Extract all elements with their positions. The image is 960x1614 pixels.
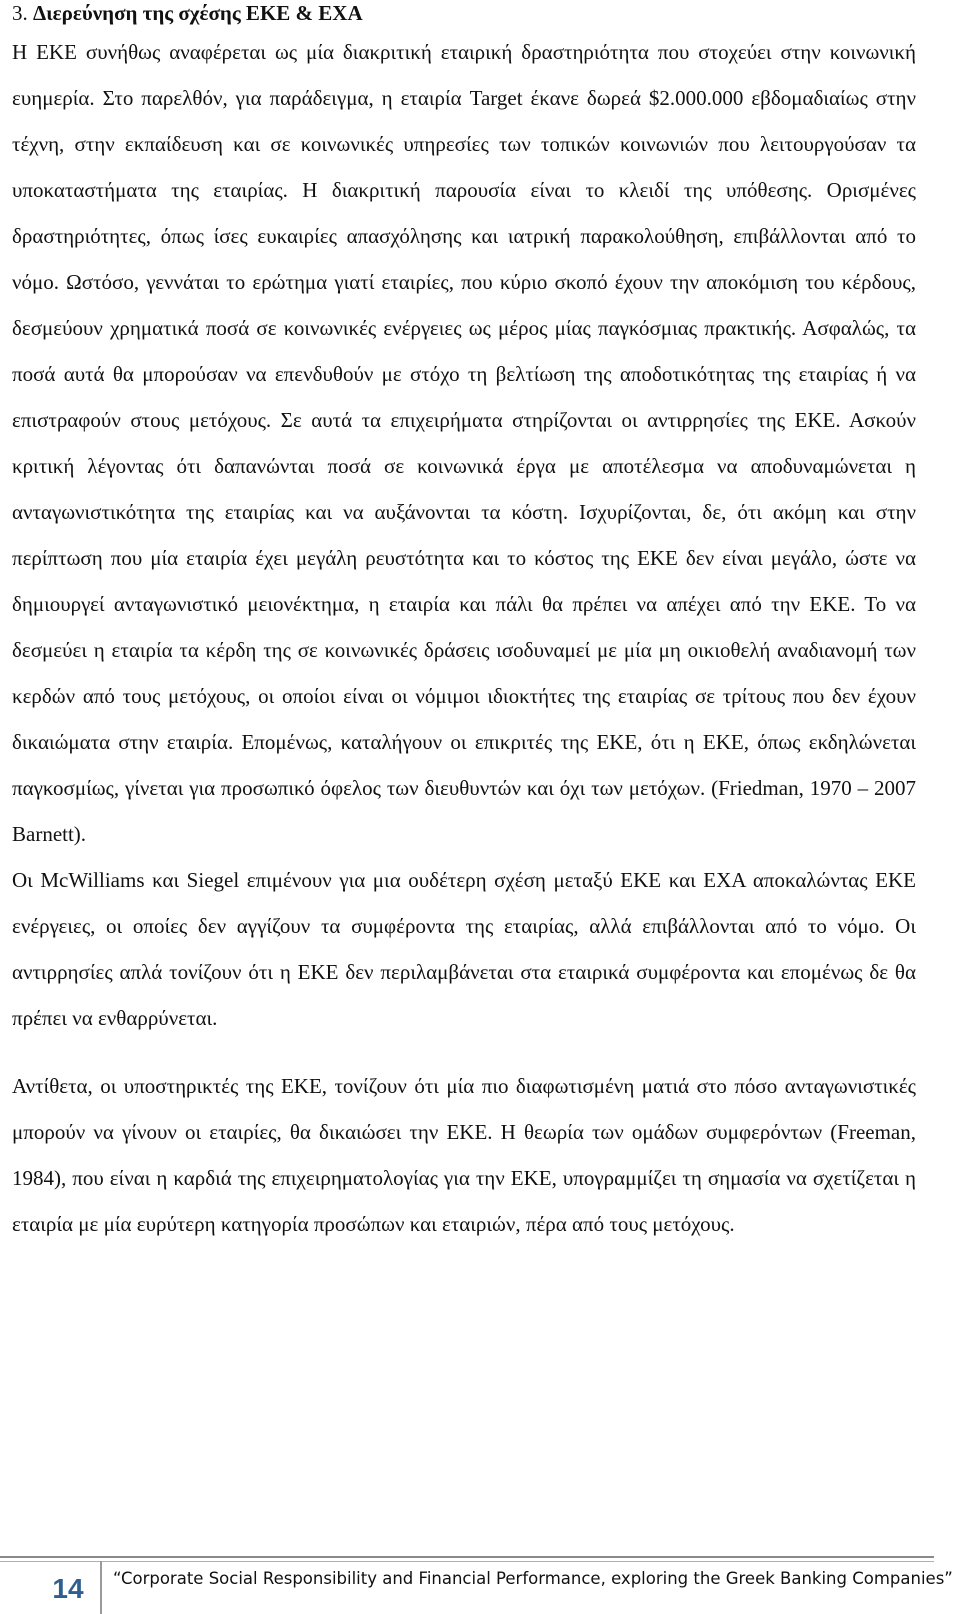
footer-rule-top [0, 1556, 934, 1558]
running-title: “Corporate Social Responsibility and Financial Performance, exploring the Greek Banking Companies” [113, 1569, 953, 1588]
paragraph-3: Αντίθετα, οι υποστηρικτές της ΕΚΕ, τονίζουν ότι μία πιο διαφωτισμένη ματιά στο πόσο ανταγωνιστικές μπορούν να γίνουν οι εταιρίες, θα δικαιώσει την ΕΚΕ. Η θεωρία των ομάδων συμφερόντων (Freeman, 1984), που είναι η καρδιά της επιχειρηματολογίας για την ΕΚΕ, υπογραμμίζει τη σημασία να σχετίζεται η εταιρία με μία ευρύτερη κατηγορία προσώπων και εταιριών, πέρα από τους μετόχους. [12, 1074, 916, 1236]
section-heading [12, 0, 916, 26]
page-number: 14 [52, 1573, 84, 1604]
footer-divider [100, 1561, 102, 1614]
section-number: 3. [12, 1, 28, 25]
document-body [12, 0, 916, 1247]
footer-rule-bottom [0, 1561, 934, 1562]
paragraph-2: Οι McWilliams και Siegel επιμένουν για μια ουδέτερη σχέση μεταξύ ΕΚΕ και ΕΧΑ αποκαλώντας ΕΚΕ ενέργειες, οι οποίες δεν αγγίζουν τα συμφέροντα της εταιρίας, αλλά επιβάλλονται από το νόμο. Οι αντιρρησίες απλά τονίζουν ότι η ΕΚΕ δεν περιλαμβάνεται στα εταιρικά συμφέροντα και επομένως δε θα πρέπει να ενθαρρύνεται. [12, 868, 916, 1030]
paragraph-1: Η ΕΚΕ συνήθως αναφέρεται ως μία διακριτική εταιρική δραστηριότητα που στοχεύει στην κοινωνική ευημερία. Στο παρελθόν, για παράδειγμα, η εταιρία Target έκανε δωρεά $2.000.000 εβδομαδιαίως στην τέχνη, στην εκπαίδευση και σε κοινωνικές υπηρεσίες των τοπικών κοινωνιών που λειτουργούσαν τα υποκαταστήματα της εταιρίας. Η διακριτική παρουσία είναι το κλειδί της υπόθεσης. Ορισμένες δραστηριότητες, όπως ίσες ευκαιρίες απασχόλησης και ιατρική παρακολούθηση, επιβάλλονται από το νόμο. Ωστόσο, γεννάται το ερώτημα γιατί εταιρίες, που κύριο σκοπό έχουν την αποκόμιση του κέρδους, δεσμεύουν χρηματικά ποσά σε κοινωνικές ενέργειες ως μέρος μίας παγκόσμιας πρακτικής. Ασφαλώς, τα ποσά αυτά θα μπορούσαν να επενδυθούν με στόχο τη βελτίωση της αποδοτικότητας της εταιρίας ή να επιστραφούν στους μετόχους. Σε αυτά τα επιχειρήματα στηρίζονται οι αντιρρησίες της ΕΚΕ. Ασκούν κριτική λέγοντας ότι δαπανώνται ποσά σε κοινωνικά έργα με αποτέλεσμα να αποδυναμώνεται η ανταγωνιστικότητα της εταιρίας και να αυξάνονται τα κόστη. Ισχυρίζονται, δε, ότι ακόμη και στην περίπτωση που μία εταιρία έχει μεγάλη ρευστότητα και το κόστος της ΕΚΕ δεν είναι μεγάλο, ώστε να δημιουργεί ανταγωνιστικό μειονέκτημα, η εταιρία και πάλι θα πρέπει να απέχει από την ΕΚΕ. Το να δεσμεύει η εταιρία τα κέρδη της σε κοινωνικές δράσεις ισοδυναμεί με μία μη οικιοθελή αναδιανομή των κερδών από τους μετόχους, οι οποίοι είναι οι νόμιμοι ιδιοκτήτες της εταιρίας σε τρίτους που δεν έχουν δικαιώματα στην εταιρία. Επομένως, καταλήγουν οι επικριτές της ΕΚΕ, ότι η ΕΚΕ, όπως εκδηλώνεται παγκοσμίως, γίνεται για προσωπικό όφελος των διευθυντών και όχι των μετόχων. (Friedman, 1970 – 2007 Barnett). [12, 40, 916, 846]
section-title: Διερεύνηση της σχέσης ΕΚΕ & ΕΧΑ [33, 1, 363, 25]
